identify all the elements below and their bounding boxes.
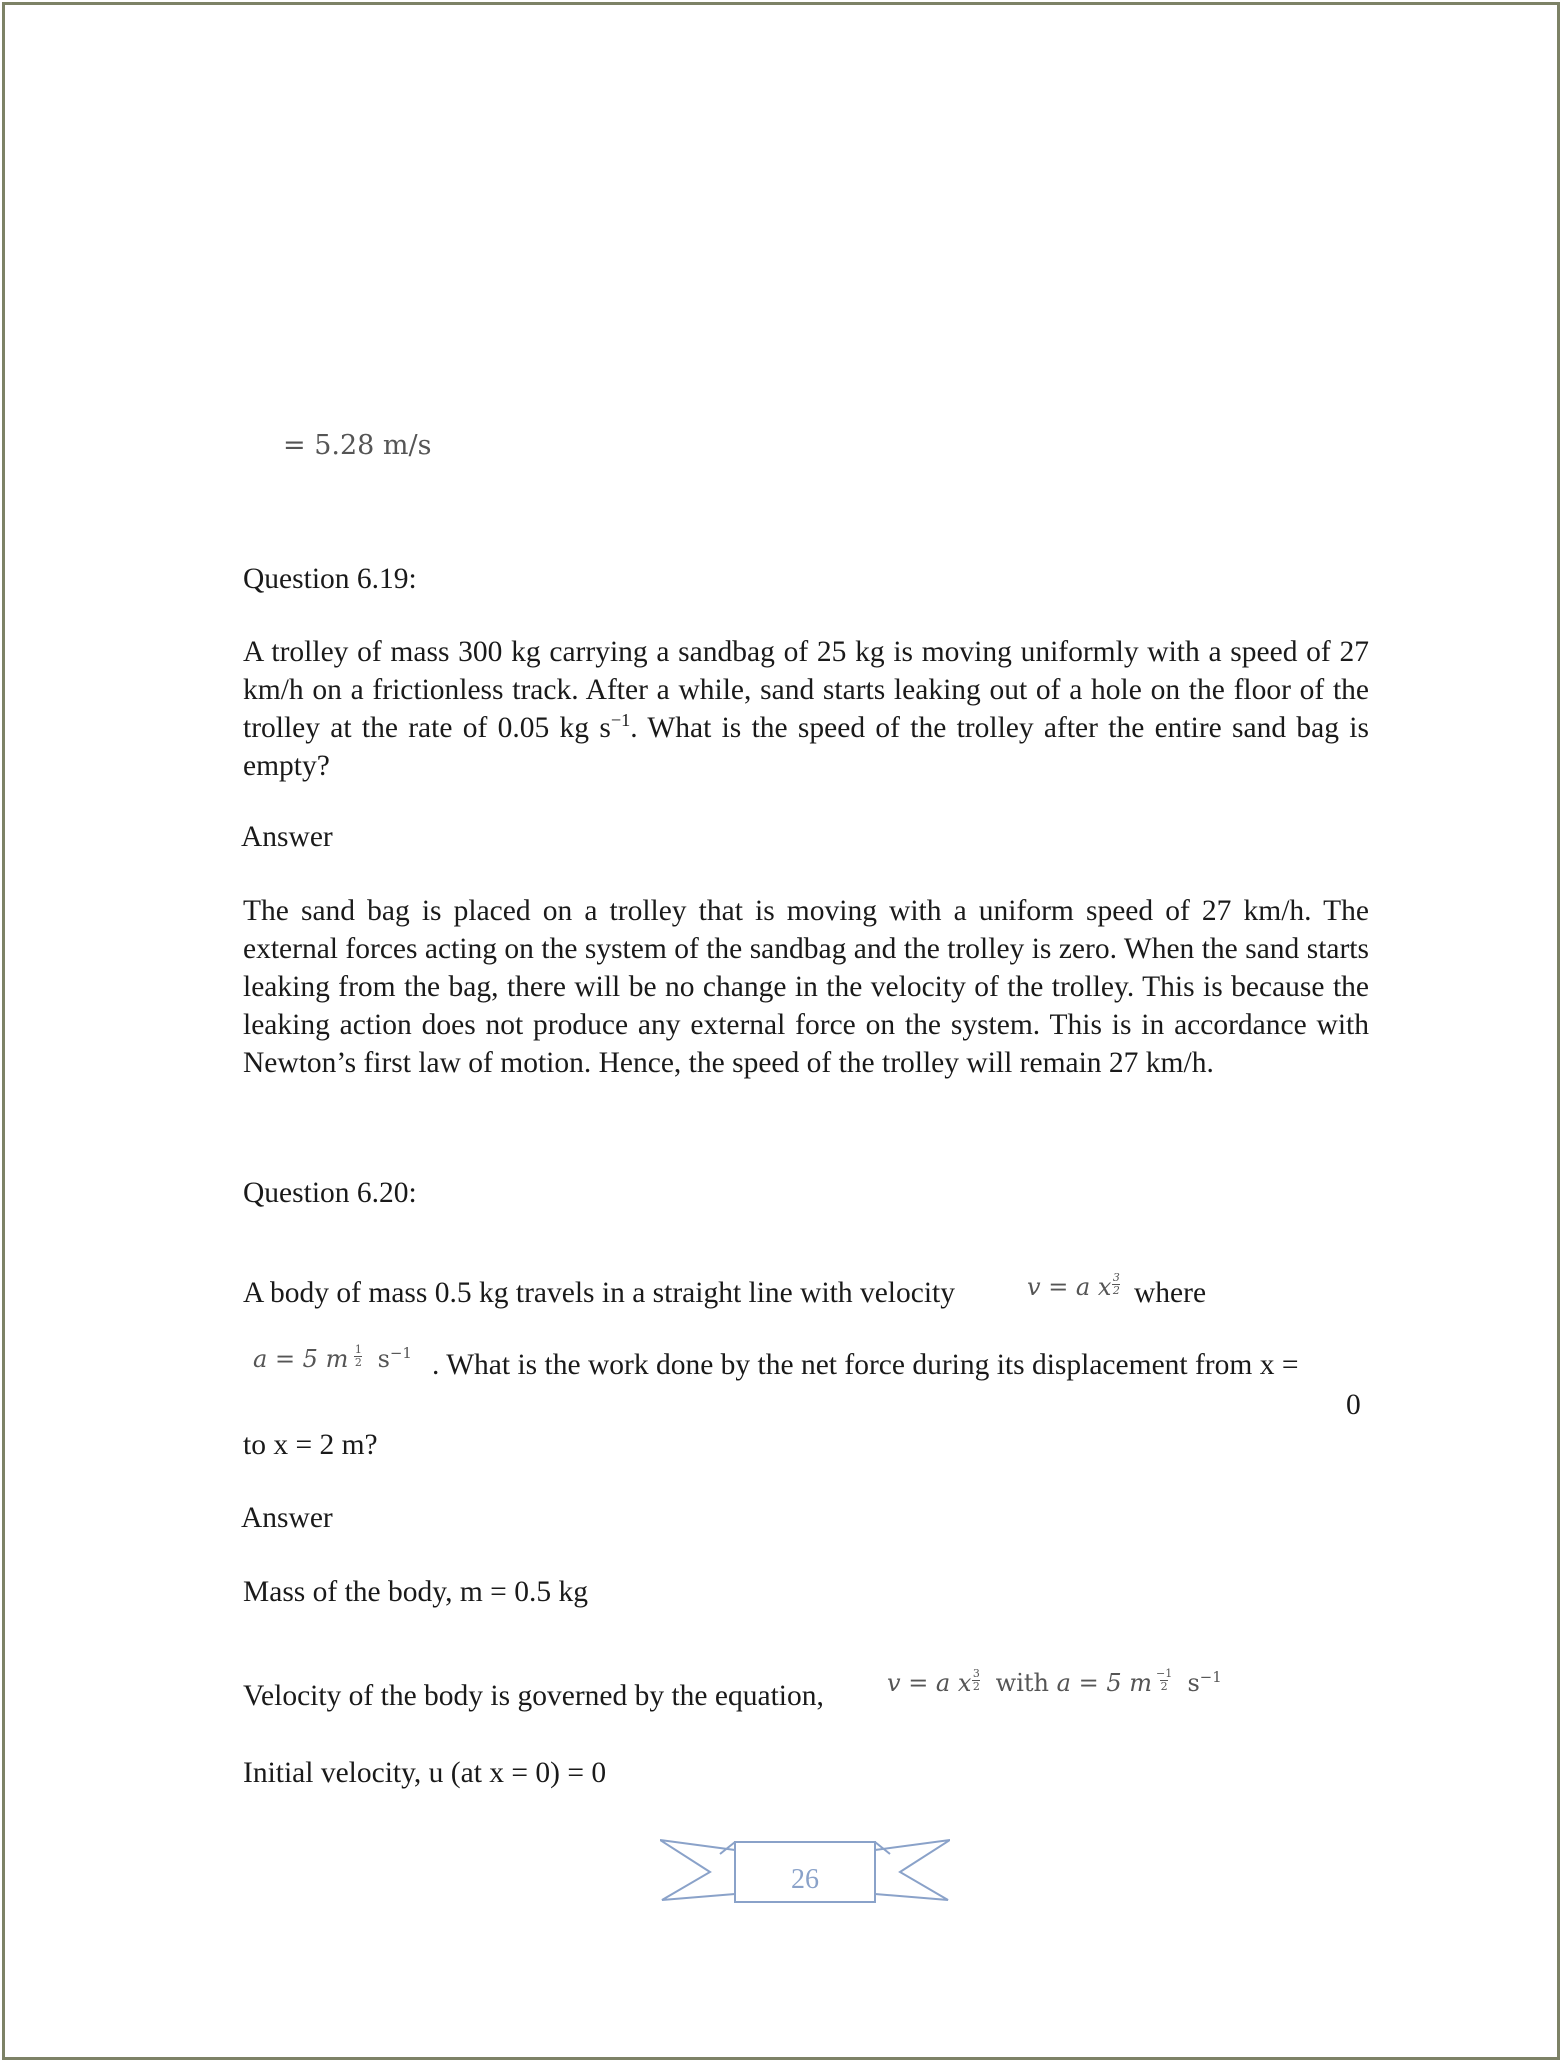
question-19-exponent: −1: [610, 710, 631, 731]
exponent-three-halves-1: [1112, 1272, 1120, 1297]
exponent-denominator: 2: [1160, 1680, 1168, 1693]
question-20-answer-label: Answer: [241, 1502, 333, 1534]
velocity-equation-1: [1027, 1272, 1120, 1301]
question-19-text: [243, 633, 1369, 785]
exponent-three-halves-2: [972, 1668, 980, 1693]
question-19-heading: Question 6.19:: [243, 563, 417, 595]
velocity-equation-2-text: v = a x: [887, 1669, 972, 1697]
exponent-denominator: 2: [972, 1680, 980, 1693]
s-unit-2: s: [1187, 1669, 1200, 1697]
velocity-equation-2: [887, 1668, 1222, 1697]
s-unit: s: [377, 1345, 390, 1373]
mass-line: Mass of the body, m = 0.5 kg: [243, 1576, 588, 1608]
question-20-heading: Question 6.20:: [243, 1177, 417, 1209]
exponent-neg-half-2: [1156, 1668, 1172, 1693]
page-number: 26: [791, 1864, 819, 1895]
exponent-numerator: −1: [1155, 1667, 1173, 1680]
velocity-equation-1-text: v = a x: [1027, 1273, 1112, 1301]
question-20-zero: 0: [1346, 1389, 1361, 1421]
question-19-answer-text: The sand bag is placed on a trolley that is moving with a uniform speed of 27 km/h. The external forces acting on the system of the sandbag and the trolley is zero. When the sand starts leaking from the bag, there will be no change in the velocity of the trolley. This is because the leaking action does not produce any external force on the system. This is in accordance with Newton’s first law of motion. Hence, the speed of the trolley will remain 27 km/h.: [243, 895, 1369, 1079]
s-exponent-2: −1: [1199, 1668, 1222, 1686]
velocity-line: Velocity of the body is governed by the equation,: [243, 1680, 824, 1712]
a-equation-1: [253, 1344, 412, 1373]
exponent-numerator: 3: [1112, 1271, 1120, 1284]
exponent-denominator: 2: [1112, 1284, 1120, 1297]
question-20-line-1: A body of mass 0.5 kg travels in a straight line with velocity: [243, 1277, 955, 1309]
exponent-numerator: 3: [972, 1667, 980, 1680]
s-exponent: −1: [389, 1344, 412, 1362]
exponent-numerator: 1: [354, 1343, 362, 1356]
with-word: with: [995, 1669, 1049, 1697]
question-20-where: where: [1134, 1277, 1207, 1309]
question-20-line-3: to x = 2 m?: [243, 1429, 378, 1461]
exponent-neg-half-1: [354, 1344, 362, 1369]
exponent-denominator: 2: [354, 1356, 362, 1369]
question-19-text-post: . What is the speed of the trolley after the entire sand bag is empty?: [243, 712, 1369, 782]
question-20-line-2: . What is the work done by the net force during its displacement from x =: [432, 1349, 1299, 1381]
a-equation-1-text: a = 5 m: [253, 1345, 349, 1373]
result-equation: = 5.28 m/s: [283, 430, 432, 461]
initial-velocity-line: Initial velocity, u (at x = 0) = 0: [243, 1757, 607, 1789]
question-19-text-pre: A trolley of mass 300 kg carrying a sandbag of 25 kg is moving uniformly with a speed of 27 km/h on a frictionless track. After a while, sand starts leaking out of a hole on the floor of the trolley at the rate of 0.05 kg s: [243, 636, 1369, 744]
question-19-answer-label: Answer: [241, 821, 333, 853]
a-equation-2-text: a = 5 m: [1056, 1669, 1152, 1697]
